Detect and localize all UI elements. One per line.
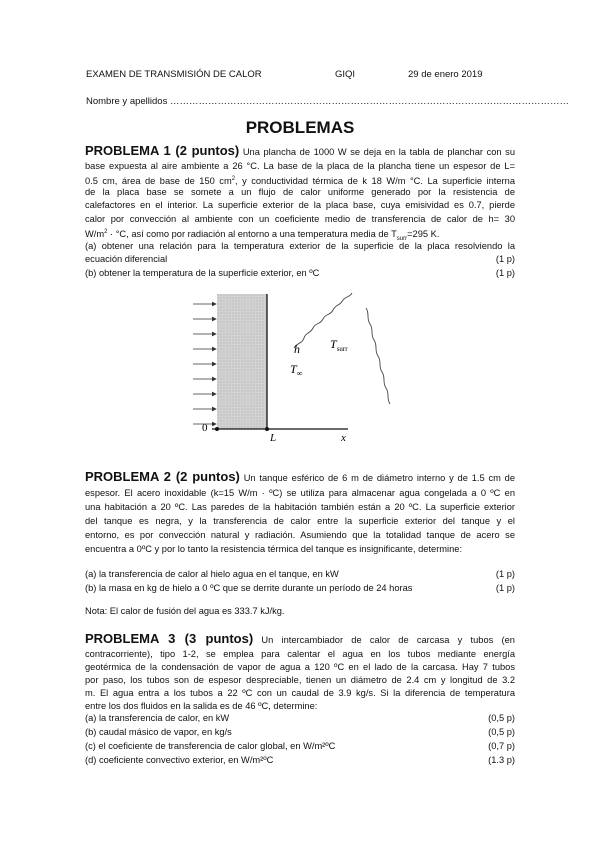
origin-point bbox=[215, 427, 219, 431]
problem1-line5: calefactores en el interior. La superficie exterior de la placa base, cuya emisividad es 0.7, pierde bbox=[85, 200, 515, 210]
problem2-item-b bbox=[85, 583, 515, 593]
problem1-item-b bbox=[85, 268, 515, 278]
problem1-item-a-points: (1 p) bbox=[495, 254, 515, 264]
problem3-line3: geotérmica de la condensación de vapor de agua a 120 ºC en el lado de la carcasa. Hay 7 tubos bbox=[85, 662, 515, 672]
problem3-item-d-points: (1.3 p) bbox=[488, 755, 515, 765]
radiation-wave-2 bbox=[366, 308, 390, 404]
tsurr-text: T bbox=[330, 337, 337, 351]
problem2-item-b-points: (1 p) bbox=[495, 583, 515, 593]
problem3-line5: m. El agua entra a los tubos a 22 ºC con un caudal de 3.9 kg/s. Si la diferencia de temperatura bbox=[85, 688, 515, 698]
problem1-title: PROBLEMA 1 (2 puntos) bbox=[85, 143, 240, 158]
problem1-line1 bbox=[85, 144, 515, 159]
tsurr-label bbox=[330, 337, 348, 353]
problem3-item-c bbox=[85, 741, 515, 751]
name-label: Nombre y apellidos bbox=[86, 96, 168, 107]
problem3-item-c-text: (c) el coeficiente de transferencia de calor global, en W/m²ºC bbox=[85, 741, 336, 751]
problem1-item-b-text: (b) obtener la temperatura de la superficie exterior, en ºC bbox=[85, 268, 320, 278]
problem1-text7a: W/m bbox=[85, 229, 105, 240]
problem2-item-a bbox=[85, 569, 515, 579]
problem3-item-c-points: (0,7 p) bbox=[488, 741, 515, 751]
problem3-item-a-points: (0,5 p) bbox=[488, 713, 515, 723]
problem1-text3b: , y conductividad térmica de k 18 W/m °C. La superficie interna bbox=[235, 176, 515, 187]
problem1-line4: de la placa base se somete a un flujo de calor uniforme generado por la resistencia de bbox=[85, 187, 515, 197]
course-code: GIQI bbox=[335, 69, 356, 80]
problem2-title: PROBLEMA 2 (2 puntos) bbox=[85, 469, 240, 484]
problem3-line1 bbox=[85, 632, 515, 647]
exam-date: 29 de enero 2019 bbox=[408, 69, 483, 80]
problem1-sup7: 2 bbox=[104, 229, 108, 235]
problem1-text7c: =295 K. bbox=[407, 229, 440, 240]
problem3-title: PROBLEMA 3 (3 puntos) bbox=[85, 631, 254, 646]
section-title: PROBLEMAS bbox=[245, 118, 355, 137]
problem2-line3: una habitación a 20 ºC. Las paredes de la habitación también están a 20 ºC. La superficie exterior bbox=[85, 502, 515, 512]
problem2-line2: espesor. El acero inoxidable (k=15 W/m · ºC) se utiliza para almacenar agua congelada a 0 ºC en bbox=[85, 488, 515, 498]
exam-title: EXAMEN DE TRANSMISIÓN DE CALOR bbox=[86, 69, 262, 80]
radiation-wave bbox=[294, 293, 352, 348]
problem2-item-a-text: (a) la transferencia de calor al hielo agua en el tanque, en kW bbox=[85, 569, 339, 579]
problem3-line4: por paso, los tubos son de espesor despreciable, tienen un diámetro de 2.4 cm y longitud de 3.2 bbox=[85, 675, 515, 685]
heat-flux-arrows bbox=[193, 304, 216, 424]
l-point bbox=[265, 427, 269, 431]
problem2-note: Nota: El calor de fusión del agua es 333.7 kJ/kg. bbox=[85, 606, 285, 616]
name-field bbox=[86, 96, 569, 107]
problem1-sup3: 2 bbox=[231, 176, 236, 182]
problem3-text1: Un intercambiador de calor de carcasa y tubos (en bbox=[261, 635, 515, 645]
problem2-line6: encuentra a 0ºC y por lo tanto la resistencia térmica del tanque es insignificante, determine: bbox=[85, 544, 463, 554]
problem3-item-a bbox=[85, 713, 515, 723]
problem3-line6: entre los dos fluidos en la salida es de 46 ºC, determine: bbox=[85, 701, 318, 711]
problem2-line4: del tanque es negra, y la transferencia de calor entre la superficie exterior del tanque y el bbox=[85, 516, 515, 526]
problem1-sub7: surr bbox=[396, 235, 408, 242]
name-dots: ……………………………………………………………………………………………………………… bbox=[169, 96, 569, 107]
problem1-text3a: 0.5 cm, área de base de 150 cm bbox=[85, 176, 232, 187]
problem3-item-b-points: (0,5 p) bbox=[488, 727, 515, 737]
problem1-item-a-line1: (a) obtener una relación para la temperatura exterior de la superficie de la placa resolviendo la bbox=[85, 241, 515, 251]
tinf-sub: ∞ bbox=[296, 369, 303, 378]
tinf-text: T bbox=[290, 362, 297, 376]
problem1-line6: calor por convección al ambiente con un coeficiente medio de transferencia de calor de h= 30 bbox=[85, 214, 515, 224]
problem1-text1: Una plancha de 1000 W se deja en la tabla de planchar con su bbox=[242, 147, 515, 157]
problem1-item-a-text: ecuación diferencial bbox=[85, 254, 168, 264]
problem1-item-a-line2 bbox=[85, 254, 515, 264]
problem1-figure bbox=[190, 288, 420, 458]
problem3-item-d-text: (d) coeficiente convectivo exterior, en W/m²ºC bbox=[85, 755, 274, 765]
x-label: x bbox=[341, 432, 346, 444]
problem2-text1: Un tanque esférico de 6 m de diámetro interno y de 1.5 cm de bbox=[243, 473, 515, 483]
problem2-line1 bbox=[85, 470, 515, 485]
problem3-item-b bbox=[85, 727, 515, 737]
problem3-item-b-text: (b) caudal másico de vapor, en kg/s bbox=[85, 727, 232, 737]
tinf-label bbox=[290, 362, 303, 378]
base-plate bbox=[217, 294, 267, 429]
origin-label: 0 bbox=[202, 422, 208, 434]
problem3-item-d bbox=[85, 755, 515, 765]
problem1-line2: base expuesta al aire ambiente a 26 °C. La base de la placa de la plancha tiene un espesor de L= bbox=[85, 161, 515, 171]
problem2-item-a-points: (1 p) bbox=[495, 569, 515, 579]
l-label: L bbox=[270, 432, 277, 444]
problem1-item-b-points: (1 p) bbox=[495, 268, 515, 278]
problem3-item-a-text: (a) la transferencia de calor, en kW bbox=[85, 713, 230, 723]
tsurr-sub: surr bbox=[336, 345, 348, 353]
problem2-item-b-text: (b) la masa en kg de hielo a 0 ºC que se derrite durante un período de 24 horas bbox=[85, 583, 413, 593]
problem2-line5: entorno, es por convección natural y radiación. Asumiendo que la totalidad tanque de acero se bbox=[85, 530, 515, 540]
h-label: h bbox=[294, 342, 300, 356]
problem1-text7b: · °C, así como por radiación al entorno a una temperatura media de T bbox=[107, 229, 397, 240]
problem3-line2: contracorriente), tipo 1-2, se emplea para calentar el agua en los tubos mediante energía bbox=[85, 649, 515, 659]
